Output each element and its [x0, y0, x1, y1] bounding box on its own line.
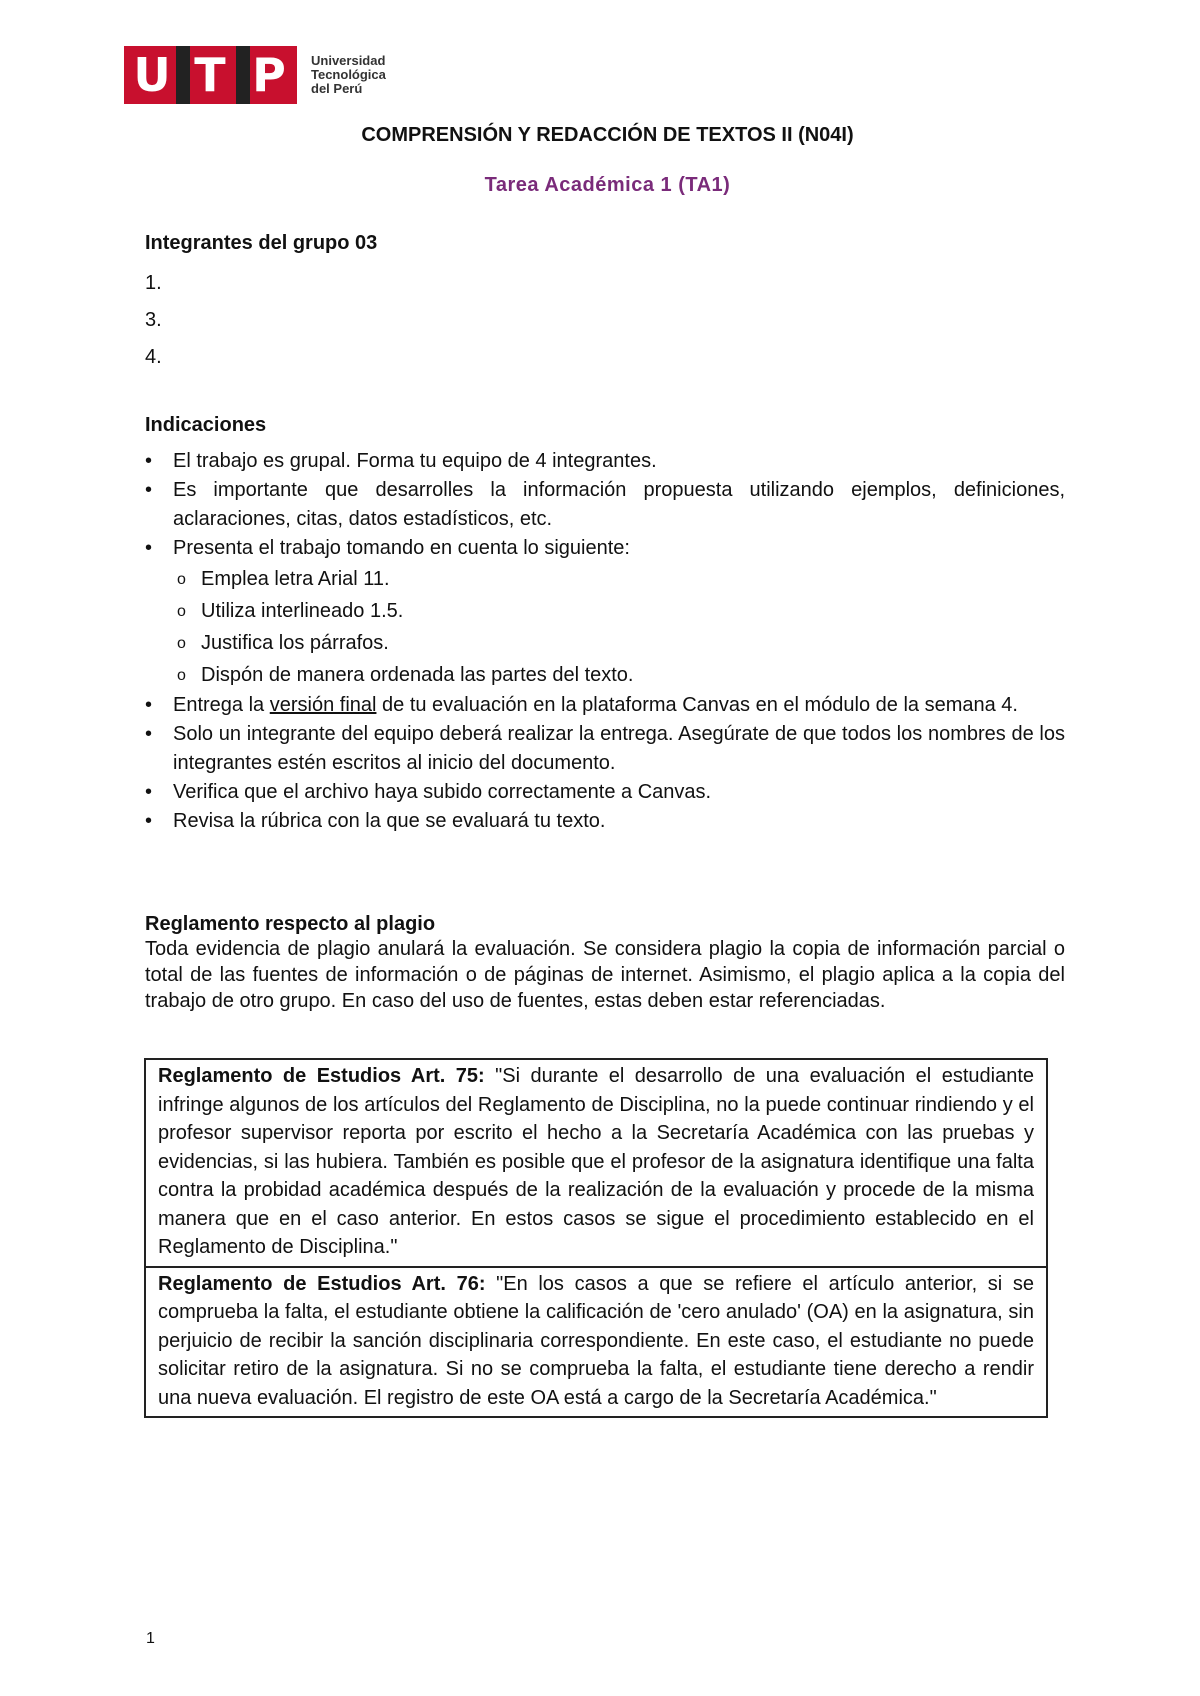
plagiarism-section — [145, 913, 1065, 1014]
page-number: 1 — [146, 1630, 155, 1647]
list-item: • Revisa la rúbrica con la que se evaluará tu texto. — [145, 807, 1065, 836]
course-title: COMPRENSIÓN Y REDACCIÓN DE TEXTOS II (N04I) — [361, 124, 854, 146]
utp-logo-mark — [124, 46, 297, 104]
format-sublist — [173, 563, 1065, 691]
sub-list-item: o Justifica los párrafos. — [173, 627, 1065, 659]
article-76-label: Reglamento de Estudios Art. 76: — [158, 1272, 486, 1295]
member-number: 4. — [145, 346, 162, 368]
table-row — [145, 1059, 1047, 1267]
sub-list-item: o Dispón de manera ordenada las partes del texto. — [173, 659, 1065, 691]
list-item: • Entrega la versión final de tu evaluación en la plataforma Canvas en el módulo de la semana 4. — [145, 691, 1065, 720]
list-item: • Solo un integrante del equipo deberá realizar la entrega. Asegúrate de que todos los nombres de los integrantes estén escritos al inicio del documento. — [145, 720, 1065, 778]
list-item: • Verifica que el archivo haya subido correctamente a Canvas. — [145, 778, 1065, 807]
article-76-cell — [145, 1267, 1047, 1418]
list-item: • Presenta el trabajo tomando en cuenta lo siguiente: o Emplea letra Arial 11. o Utiliza interlineado 1.5. o Justifica los párrafos. o Dispón de manera ordenada las partes del texto. — [145, 534, 1065, 691]
instructions-section — [145, 414, 1065, 836]
logo-university-name: Universidad Tecnológica del Perú — [311, 53, 386, 96]
logo-letter-t: T — [194, 48, 226, 102]
logo-letter-u: U — [133, 48, 171, 102]
table-row — [145, 1267, 1047, 1418]
member-number: 1. — [145, 272, 162, 294]
task-title: Tarea Académica 1 (TA1) — [484, 174, 731, 196]
list-item: • Es importante que desarrolles la información propuesta utilizando ejemplos, definiciones, aclaraciones, citas, datos estadísticos, etc. — [145, 476, 1065, 534]
logo-letter-p: P — [252, 48, 286, 102]
plagiarism-paragraph: Toda evidencia de plagio anulará la evaluación. Se considera plagio la copia de información parcial o total de las fuentes de información o de páginas de internet. Asimismo, el plagio aplica a la copia del trabajo de otro grupo. En caso del uso de fuentes, estas deben estar referenciadas. — [145, 938, 1065, 1012]
members-heading: Integrantes del grupo 03 — [145, 232, 378, 254]
article-75-text: "Si durante el desarrollo de una evaluación el estudiante infringe algunos de los artículos del Reglamento de Disciplina, no la puede continuar rindiendo y el profesor supervisor reporta por escrito el hecho a la Secretaría Académica con las pruebas y evidencias, si las hubiera. También es posible que el profesor de la asignatura identifique una falta contra la probidad académica después de la realización de la evaluación y procede de la misma manera que en el caso anterior. En estos casos se sigue el procedimiento establecido en el Reglamento de Disciplina." — [158, 1065, 1034, 1258]
article-76-text: "En los casos a que se refiere el artículo anterior, si se comprueba la falta, el estudiante obtiene la calificación de 'cero anulado' (OA) en la asignatura, sin perjuicio de recibir la sanción disciplinaria correspondiente. En este caso, el estudiante no puede solicitar retiro de la asignatura. Si no se comprueba la falta, el estudiante tiene derecho a rendir una nueva evaluación. El registro de este OA está a cargo de la Secretaría Académica." — [158, 1272, 1034, 1409]
utp-logo — [124, 46, 386, 104]
article-75-cell — [145, 1059, 1047, 1267]
list-item: • El trabajo es grupal. Forma tu equipo de 4 integrantes. — [145, 447, 1065, 476]
member-number: 3. — [145, 309, 162, 331]
sub-list-item: o Utiliza interlineado 1.5. — [173, 595, 1065, 627]
sub-list-item: o Emplea letra Arial 11. — [173, 563, 1065, 595]
article-75-label: Reglamento de Estudios Art. 75: — [158, 1065, 485, 1087]
regulations-table — [144, 1058, 1048, 1418]
plagiarism-heading: Reglamento respecto al plagio — [145, 913, 436, 935]
group-members-section — [145, 232, 1065, 376]
instructions-list — [145, 447, 1065, 836]
instructions-heading: Indicaciones — [145, 414, 267, 436]
final-version-underlined: versión final — [269, 694, 377, 716]
